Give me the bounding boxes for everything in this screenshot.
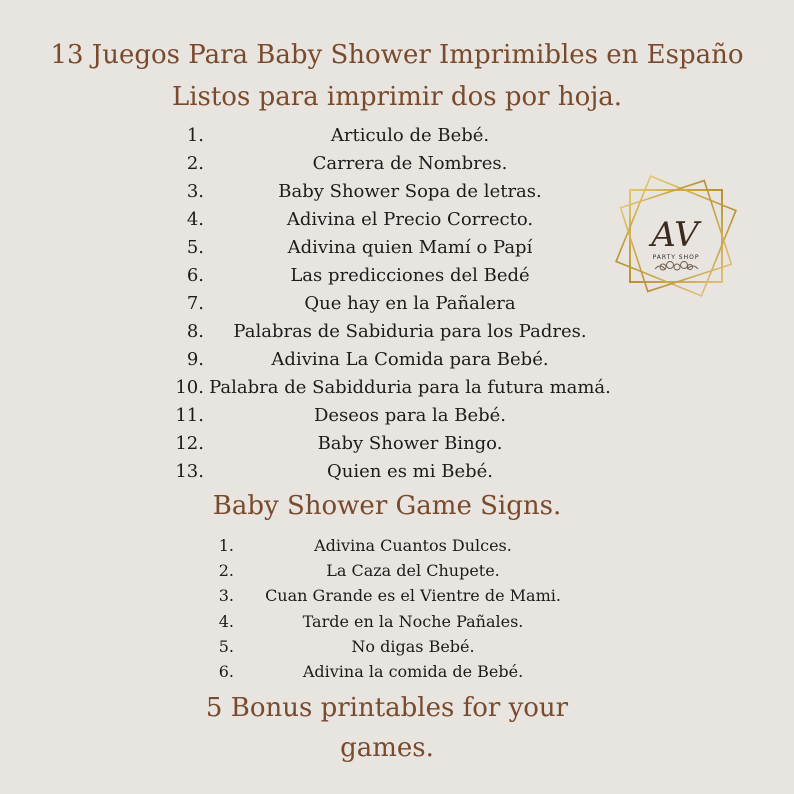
- list-item-number: 6.: [218, 662, 234, 681]
- list-item-number: 2.: [218, 561, 234, 581]
- list-item: [0, 431, 794, 457]
- list-item-number: 7.: [186, 293, 204, 314]
- list-item-text: Que hay en la Pañalera: [304, 293, 516, 314]
- list-item: [0, 319, 794, 345]
- list-item: [0, 459, 794, 485]
- list-item: [0, 123, 794, 149]
- list-item-number: 2.: [186, 153, 204, 174]
- list-item-text: Cuan Grande es el Vientre de Mami.: [265, 586, 561, 606]
- list-item-text: La Caza del Chupete.: [326, 561, 500, 581]
- list-item-number: 9.: [186, 349, 204, 370]
- list-item-text: Adivina la comida de Bebé.: [302, 662, 524, 681]
- list-item: [0, 558, 794, 583]
- list-item-text: Adivina Cuantos Dulces.: [314, 536, 512, 555]
- party-shop-logo: [603, 168, 748, 308]
- list-item-number: 13.: [175, 461, 204, 482]
- list-item-text: Adivina el Precio Correcto.: [286, 209, 534, 230]
- list-item-number: 10.: [175, 377, 204, 398]
- list-item-number: 1.: [218, 536, 234, 555]
- list-item-text: Adivina quien Mamí o Papí: [287, 237, 533, 258]
- list-item: [0, 634, 794, 659]
- subtitle: Listos para imprimir dos por hoja.: [171, 82, 623, 112]
- list-item-text: Baby Shower Bingo.: [317, 433, 503, 454]
- list-item-text: Palabras de Sabiduria para los Padres.: [233, 321, 587, 342]
- list-item-text: No digas Bebé.: [351, 636, 475, 656]
- list-item: [0, 347, 794, 373]
- list-item-number: 12.: [175, 433, 204, 454]
- logo-shop-name: PARTY SHOP: [652, 254, 700, 261]
- list-item-number: 1.: [186, 125, 204, 146]
- signs-title: Baby Shower Game Signs.: [212, 491, 562, 521]
- list-item: [0, 375, 794, 401]
- list-item-number: 5.: [218, 636, 234, 656]
- list-item-text: Deseos para la Bebé.: [313, 405, 507, 426]
- list-item: [0, 583, 794, 608]
- list-item-text: Quien es mi Bebé.: [326, 461, 493, 482]
- list-item-text: Carrera de Nombres.: [312, 153, 508, 174]
- list-item-number: 5.: [186, 237, 204, 258]
- list-item-text: Tarde en la Noche Pañales.: [302, 611, 524, 631]
- main-title: 13 Juegos Para Baby Shower Imprimibles en Españo: [50, 40, 744, 70]
- list-item-number: 3.: [186, 181, 204, 202]
- list-item-text: Articulo de Bebé.: [330, 125, 490, 146]
- bonus-line-1: 5 Bonus printables for your: [205, 693, 569, 723]
- floral-icon: [655, 262, 698, 271]
- list-item-number: 6.: [186, 265, 204, 286]
- list-item-number: 11.: [175, 405, 204, 426]
- list-item: [0, 533, 794, 558]
- list-item-number: 3.: [218, 586, 234, 606]
- list-item: [0, 403, 794, 429]
- list-item-text: Adivina La Comida para Bebé.: [271, 349, 549, 370]
- bonus-line-2: games.: [340, 733, 434, 763]
- list-item-text: Palabra de Sabidduria para la futura mamá.: [209, 377, 611, 398]
- list-item-number: 4.: [186, 209, 204, 230]
- list-item: [0, 609, 794, 634]
- list-item: [0, 659, 794, 684]
- list-item-text: Las predicciones del Bedé: [290, 265, 530, 286]
- logo-monogram: AV: [651, 215, 699, 255]
- list-item-number: 4.: [218, 611, 234, 631]
- list-item-text: Baby Shower Sopa de letras.: [278, 181, 542, 202]
- list-item-number: 8.: [186, 321, 204, 342]
